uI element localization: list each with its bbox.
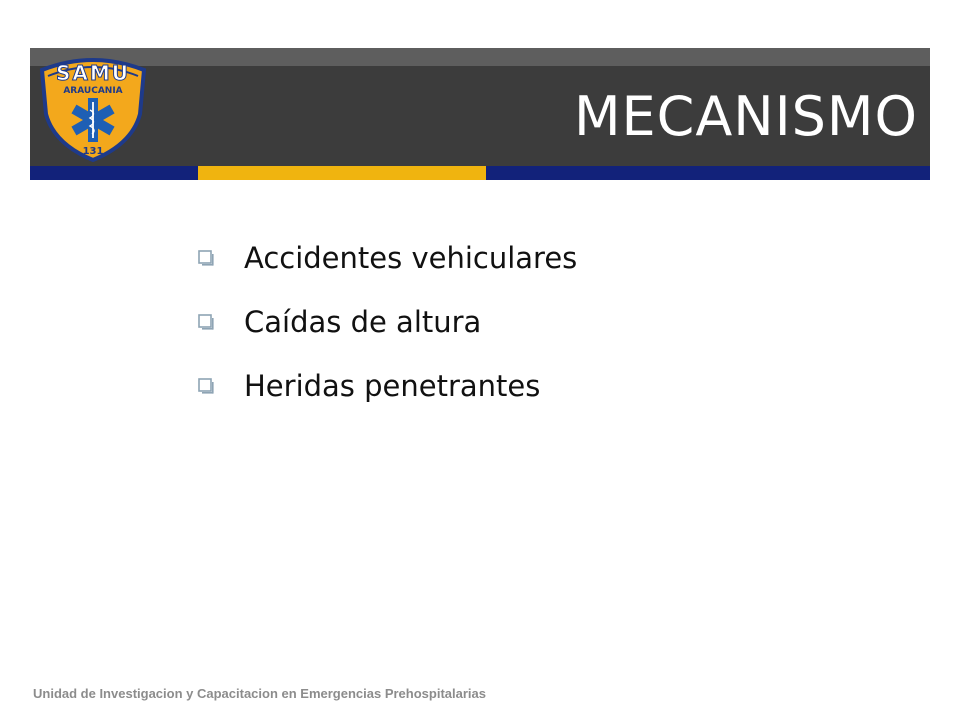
bullet-item <box>198 290 577 354</box>
bullet-item <box>198 354 577 418</box>
logo-number-text: 131 <box>82 146 104 157</box>
hollow-square-bullet-icon <box>198 250 214 266</box>
samu-logo <box>36 52 150 162</box>
footer-text: Unidad de Investigacion y Capacitacion en Emergencias Prehospitalarias <box>33 686 486 701</box>
bullet-text: Heridas penetrantes <box>244 369 541 403</box>
accent-band-right <box>486 166 930 180</box>
accent-band-middle <box>198 166 486 180</box>
bullet-text: Caídas de altura <box>244 305 482 339</box>
bullet-list <box>198 226 577 418</box>
slide-title: MECANISMO <box>573 85 918 148</box>
header-top-strip <box>30 48 930 66</box>
accent-band-left <box>30 166 198 180</box>
logo-top-text: SAMU <box>55 61 131 85</box>
logo-region-text: ARAUCANIA <box>63 86 123 96</box>
hollow-square-bullet-icon <box>198 378 214 394</box>
bullet-text: Accidentes vehiculares <box>244 241 578 275</box>
hollow-square-bullet-icon <box>198 314 214 330</box>
bullet-item <box>198 226 577 290</box>
